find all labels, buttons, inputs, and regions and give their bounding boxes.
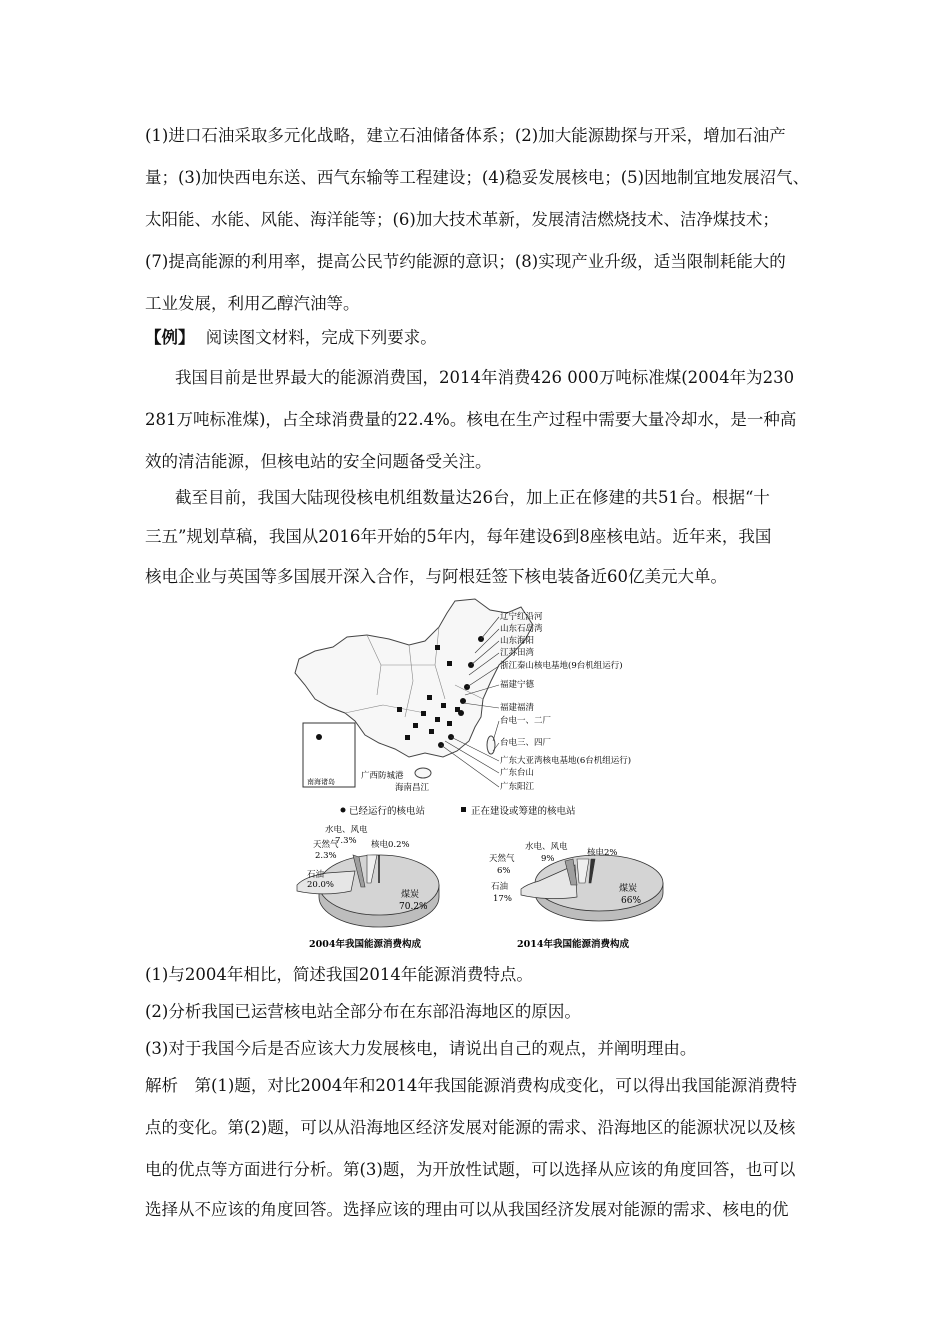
- pie-title-2014: 2014年我国能源消费构成: [517, 939, 629, 950]
- svg-text:水电、风电: 水电、风电: [525, 842, 568, 852]
- intro-line: 量；(3)加快西电东送、西气东输等工程建设；(4)稳妥发展核电；(5)因地制宜地发展沼气、: [145, 168, 810, 187]
- paragraph-2-line: 核电企业与英国等多国展开深入合作，与阿根廷签下核电装备近60亿美元大单。: [145, 567, 727, 586]
- svg-text:台电三、四厂: 台电三、四厂: [500, 738, 552, 748]
- svg-text:9%: 9%: [541, 854, 555, 864]
- svg-text:台电一、二厂: 台电一、二厂: [500, 716, 552, 726]
- label-nuclear-2014: 核电2%: [587, 848, 618, 858]
- paragraph-2-line: 三五”规划草稿，我国从2016年开始的5年内，每年建设6到8座核电站。近年来，我国: [145, 527, 772, 546]
- svg-text:海南昌江: 海南昌江: [395, 783, 430, 793]
- intro-line: (7)提高能源的利用率，提高公民节约能源的意识；(8)实现产业升级，适当限制耗能大的: [145, 252, 786, 271]
- paragraph-2-line: 截至目前，我国大陆现役核电机组数量达26台，加上正在修建的共51台。根据“十: [175, 488, 770, 507]
- analysis-line: 电的优点等方面进行分析。第(3)题，为开放性试题，可以选择从应该的角度回答，也可以: [145, 1160, 796, 1179]
- question: (1)与2004年相比，简述我国2014年能源消费特点。: [145, 965, 533, 984]
- paragraph-1-line: 我国目前是世界最大的能源消费国，2014年消费426 000万吨标准煤(2004年为230: [175, 368, 795, 387]
- svg-text:石油: 石油: [491, 882, 509, 892]
- svg-text:山东石岛湾: 山东石岛湾: [500, 624, 543, 634]
- paragraph-1-line: 效的清洁能源，但核电站的安全问题备受关注。: [145, 452, 492, 471]
- svg-text:福建福清: 福建福清: [500, 703, 535, 713]
- svg-text:广东阳江: 广东阳江: [500, 782, 535, 792]
- nuclear-plant-map: [285, 595, 705, 820]
- svg-text:石油: 石油: [307, 870, 325, 880]
- map-legend: [341, 805, 577, 817]
- svg-text:2.3%: 2.3%: [315, 851, 337, 861]
- svg-text:20.0%: 20.0%: [307, 880, 335, 890]
- svg-text:江苏田湾: 江苏田湾: [500, 648, 535, 658]
- svg-text:天然气: 天然气: [489, 854, 515, 864]
- svg-text:煤炭: 煤炭: [401, 890, 420, 900]
- svg-text:煤炭: 煤炭: [619, 884, 638, 894]
- legend-building: 正在建设或筹建的核电站: [471, 806, 576, 817]
- inset-label: 南海诸岛: [307, 778, 335, 786]
- pie-chart-2004: [297, 825, 439, 950]
- svg-text:广西防城港: 广西防城港: [361, 771, 404, 781]
- hainan-island: [415, 768, 431, 778]
- svg-text:福建宁德: 福建宁德: [500, 680, 535, 690]
- svg-text:6%: 6%: [497, 866, 511, 876]
- svg-text:山东海阳: 山东海阳: [500, 636, 535, 646]
- energy-pie-charts: [285, 825, 705, 957]
- svg-text:66%: 66%: [621, 896, 642, 906]
- analysis-line: 解析 第(1)题，对比2004年和2014年我国能源消费构成变化，可以得出我国能源消费特: [145, 1076, 797, 1095]
- label-nuclear-2004: 核电0.2%: [371, 840, 410, 850]
- analysis-line: 选择从不应该的角度回答。选择应该的理由可以从我国经济发展对能源的需求、核电的优: [145, 1200, 789, 1219]
- paragraph-1-line: 281万吨标准煤)，占全球消费量的22.4%。核电在生产过程中需要大量冷却水，是一种高: [145, 410, 797, 429]
- svg-text:广东大亚湾核电基地(6台机组运行): 广东大亚湾核电基地(6台机组运行): [500, 756, 632, 766]
- svg-text:水电、风电: 水电、风电: [325, 825, 368, 835]
- svg-text:7.3%: 7.3%: [335, 836, 357, 846]
- svg-text:浙江秦山核电基地(9台机组运行): 浙江秦山核电基地(9台机组运行): [500, 661, 623, 671]
- example-tag: 【例】: [145, 328, 195, 347]
- intro-line: 太阳能、水能、风能、海洋能等；(6)加大技术革新，发展清洁燃烧技术、洁净煤技术；: [145, 210, 779, 229]
- pie-chart-2014: [489, 841, 663, 950]
- svg-text:广东台山: 广东台山: [500, 768, 535, 778]
- question: (3)对于我国今后是否应该大力发展核电，请说出自己的观点，并阐明理由。: [145, 1039, 697, 1058]
- example-heading: [145, 328, 437, 348]
- example-prompt: 阅读图文材料，完成下列要求。: [205, 328, 437, 347]
- question: (2)分析我国已运营核电站全部分布在东部沿海地区的原因。: [145, 1002, 581, 1021]
- analysis-line: 点的变化。第(2)题，可以从沿海地区经济发展对能源的需求、沿海地区的能源状况以及核: [145, 1118, 796, 1137]
- svg-text:天然气: 天然气: [313, 840, 339, 850]
- intro-line: 工业发展，利用乙醇汽油等。: [145, 294, 360, 313]
- svg-text:70.2%: 70.2%: [399, 902, 428, 912]
- pie-title-2004: 2004年我国能源消费构成: [309, 939, 421, 950]
- legend-operating: 已经运行的核电站: [349, 806, 426, 817]
- svg-text:辽宁红沿河: 辽宁红沿河: [500, 612, 543, 622]
- intro-line: (1)进口石油采取多元化战略，建立石油储备体系；(2)加大能源勘探与开采，增加石油产: [145, 126, 786, 145]
- svg-text:17%: 17%: [493, 894, 512, 904]
